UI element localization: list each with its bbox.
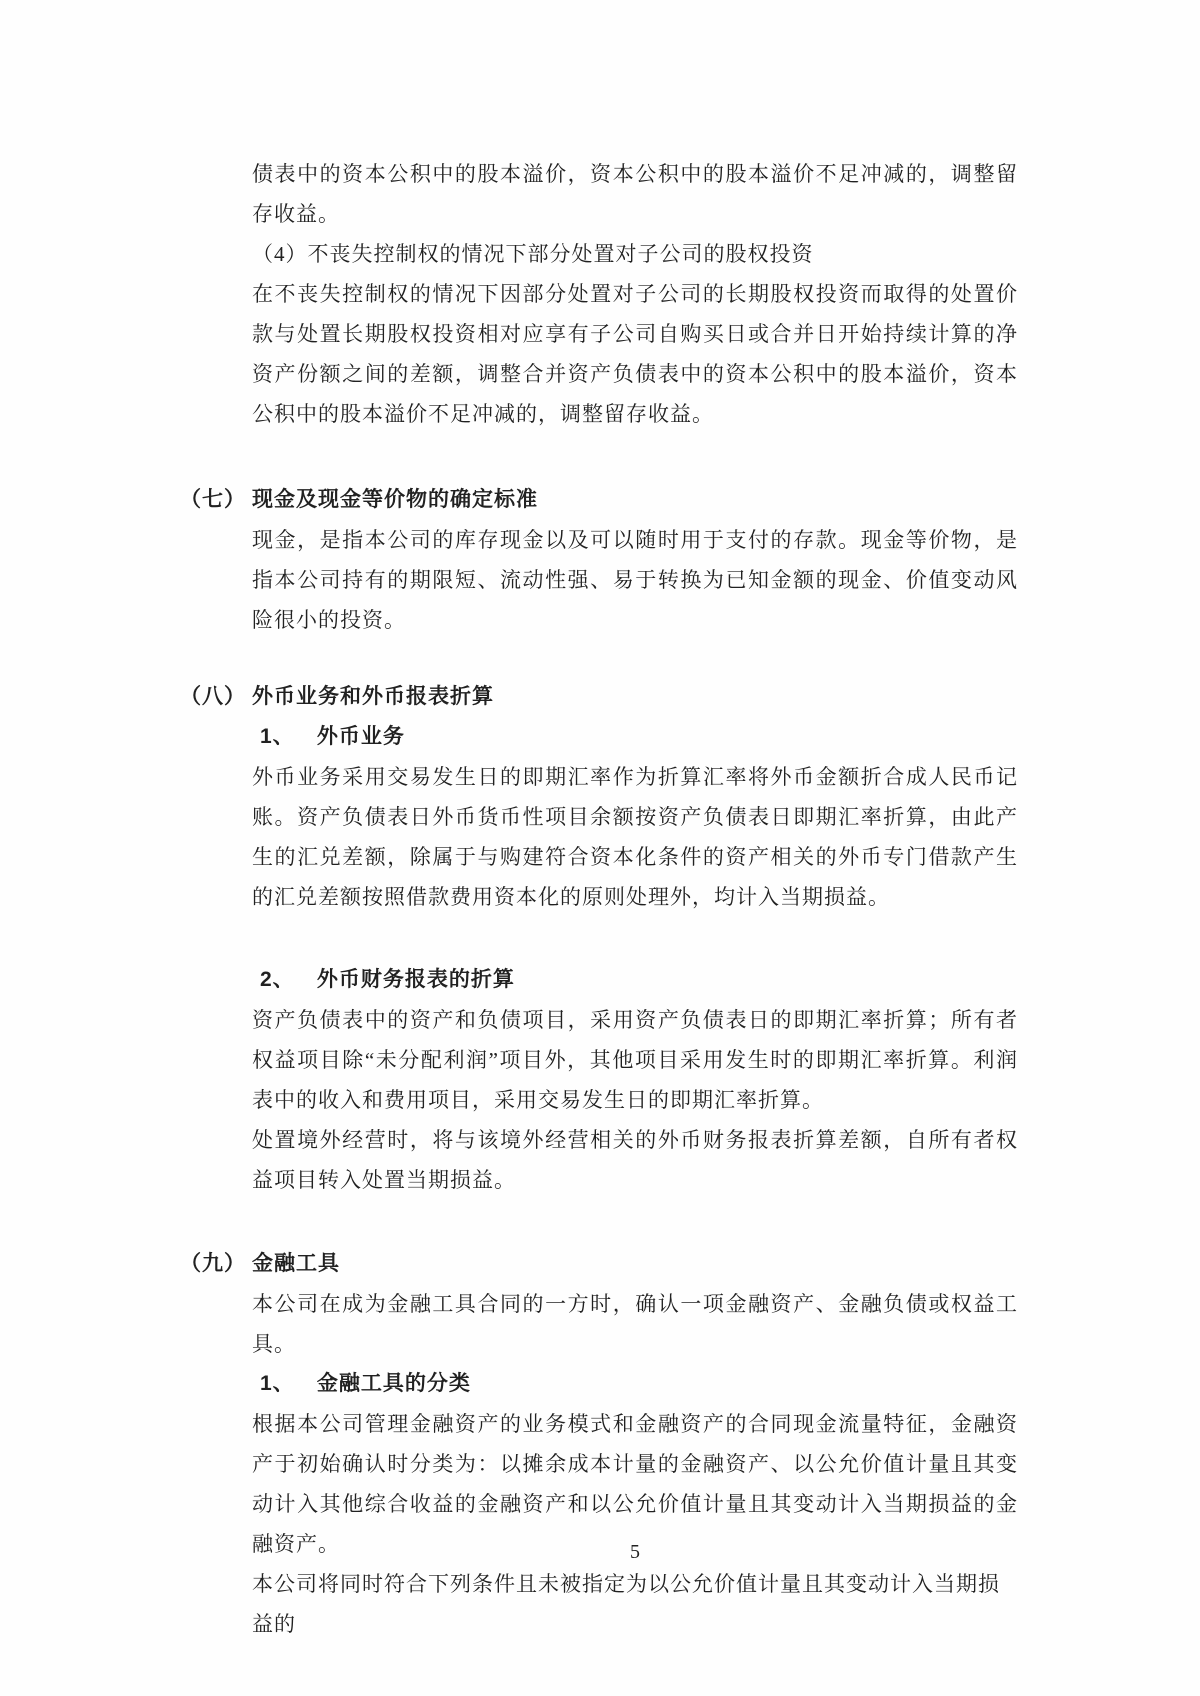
section-7-heading xyxy=(180,480,1026,520)
section-7-body: 现金，是指本公司的库存现金以及可以随时用于支付的存款。现金等价物，是指本公司持有的期限短、流动性强、易于转换为已知金额的现金、价值变动风险很小的投资。 xyxy=(252,528,1018,632)
section-7-label: （七） xyxy=(180,488,246,511)
section-9 xyxy=(180,1244,1026,1644)
subsection-8-2-heading xyxy=(260,960,1026,1000)
subsection-8-2 xyxy=(180,960,1026,1200)
subsection-8-1 xyxy=(180,717,1026,917)
subsection-9-1-heading xyxy=(260,1364,1026,1404)
subsection-8-1-title: 外币业务 xyxy=(316,725,405,748)
subsection-9-1-title: 金融工具的分类 xyxy=(316,1372,471,1395)
item4-title: （4）不丧失控制权的情况下部分处置对子公司的股权投资 xyxy=(252,242,814,266)
subsection-8-1-number: 1、 xyxy=(260,725,295,748)
subsection-8-1-heading xyxy=(260,717,1026,757)
subsection-9-1 xyxy=(180,1364,1026,1644)
document-body xyxy=(180,154,1026,1644)
page-number: 5 xyxy=(630,1541,640,1563)
section-9-intro: 本公司在成为金融工具合同的一方时，确认一项金融资产、金融负债或权益工具。 xyxy=(252,1292,1018,1356)
subsection-8-2-title: 外币财务报表的折算 xyxy=(316,968,515,991)
item4-body: 在不丧失控制权的情况下因部分处置对子公司的长期股权投资而取得的处置价款与处置长期股权投资相对应享有子公司自购买日或合并日开始持续计算的净资产份额之间的差额，调整合并资产负债表中的资本公积中的股本溢价，资本公积中的股本溢价不足冲减的，调整留存收益。 xyxy=(252,282,1018,426)
subsection-8-1-body: 外币业务采用交易发生日的即期汇率作为折算汇率将外币金额折合成人民币记账。资产负债表日外币货币性项目余额按资产负债表日即期汇率折算，由此产生的汇兑差额，除属于与购建符合资本化条件的资产相关的外币专门借款产生的汇兑差额按照借款费用资本化的原则处理外，均计入当期损益。 xyxy=(252,765,1018,909)
subsection-8-2-number: 2、 xyxy=(260,968,295,991)
section-7 xyxy=(180,480,1026,640)
section-8-heading xyxy=(180,677,1026,717)
subsection-9-1-body-2: 本公司将同时符合下列条件且未被指定为以公允价值计量且其变动计入当期损益的 xyxy=(252,1572,1000,1636)
section-9-title: 金融工具 xyxy=(252,1252,340,1275)
paragraph-intro-continuation: 债表中的资本公积中的股本溢价，资本公积中的股本溢价不足冲减的，调整留存收益。 xyxy=(252,162,1018,226)
subsection-9-1-body-1: 根据本公司管理金融资产的业务模式和金融资产的合同现金流量特征，金融资产于初始确认时分类为：以摊余成本计量的金融资产、以公允价值计量且其变动计入其他综合收益的金融资产和以公允价值计量且其变动计入当期损益的金融资产。 xyxy=(252,1412,1018,1556)
section-7-title: 现金及现金等价物的确定标准 xyxy=(252,488,538,511)
section-8-title: 外币业务和外币报表折算 xyxy=(252,685,494,708)
section-8 xyxy=(180,677,1026,1200)
section-9-heading xyxy=(180,1244,1026,1284)
subsection-9-1-number: 1、 xyxy=(260,1372,295,1395)
section-8-label: （八） xyxy=(180,685,246,708)
subsection-8-2-body-1: 资产负债表中的资产和负债项目，采用资产负债表日的即期汇率折算；所有者权益项目除“未分配利润”项目外，其他项目采用发生时的即期汇率折算。利润表中的收入和费用项目，采用交易发生日的即期汇率折算。 xyxy=(252,1008,1018,1112)
subsection-8-2-body-2: 处置境外经营时，将与该境外经营相关的外币财务报表折算差额，自所有者权益项目转入处置当期损益。 xyxy=(252,1128,1018,1192)
section-9-label: （九） xyxy=(180,1252,246,1275)
